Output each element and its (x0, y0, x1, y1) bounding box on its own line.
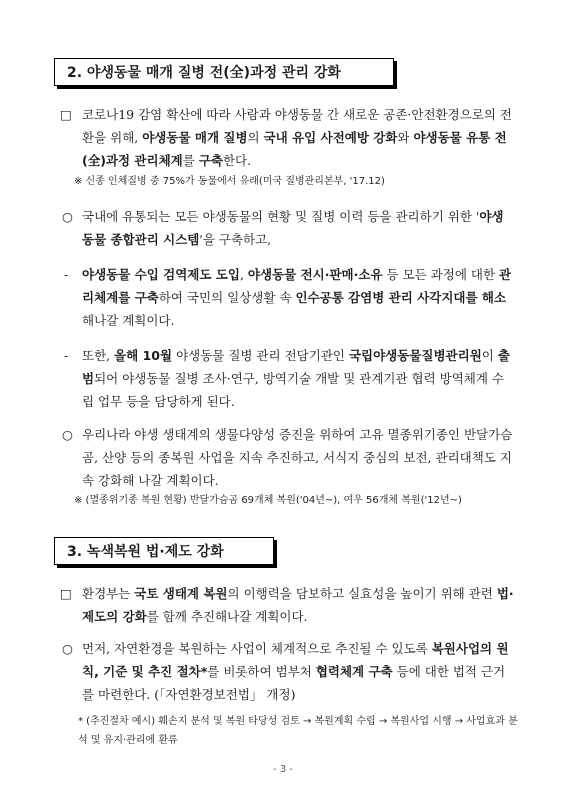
s2-item-1-text (60, 103, 515, 172)
text-run: 야생동물 질병 관리 전담기관인 (172, 348, 349, 363)
bold-phrase: 구축 (198, 153, 223, 168)
s2-item-5 (62, 423, 515, 492)
text-run: '을 구축하고, (199, 232, 272, 247)
text-run: 해나갈 계획이다. (82, 313, 175, 328)
s2-item-4 (64, 344, 515, 413)
bold-phrase: 국내 유입 사전예방 강화 (263, 130, 398, 145)
bold-phrase: 야생동물 매개 질병 (142, 130, 248, 145)
bold-phrase: 야생동물 유통 전(全)과정 관리체계 (82, 130, 507, 168)
s2-note-2: ※ (멸종위기종 복원 현황) 반달가슴곰 69개체 복원('04년~), 여우 56개체 복원('12년~) (74, 495, 462, 506)
bold-phrase: 관리체계를 구축 (82, 267, 512, 305)
text-run: 환경부는 (82, 586, 135, 601)
text-run: 의 (247, 130, 264, 145)
s2-item-4-text (64, 344, 515, 413)
s3-note-1: * (추진절차 예시) 훼손지 분석 및 복원 타당성 검토 → 복원계획 수립 → 복원사업 시행 → 사업효과 분석 및 유지·관리에 환류 (78, 716, 518, 746)
text-run: 우리나라 야생 생태계의 생물다양성 증진을 위하여 고유 멸종위기종인 반달가슴곰, 산양 등의 종복원 사업을 지속 추진하고, 서식지 중심의 보전, 관리대책도 지속 강화해 나갈 계획이다. (82, 427, 513, 488)
bold-phrase: 출범 (82, 348, 510, 386)
text-run: 를 비롯하여 범부처 (207, 664, 316, 679)
bold-phrase: 올해 10월 (114, 348, 173, 363)
bold-phrase: 협력체계 구축 (315, 664, 393, 679)
square-bullet: □ (60, 107, 72, 122)
bold-phrase: 법·제도의 강화 (82, 586, 514, 624)
text-run: 의 이행력을 담보하고 실효성을 높이기 위해 관련 (227, 586, 497, 601)
text-run: 등에 대한 법적 근거를 마련한다. (「자연환경보전법」 개정) (82, 664, 506, 702)
s2-item-1 (60, 103, 515, 172)
section-2-heading: 2. 야생동물 매개 질병 전(全)과정 관리 강화 (54, 58, 394, 86)
bold-phrase: 복원사업의 원칙, 기준 및 추진 절차* (82, 641, 509, 679)
bold-phrase: 야생동물 전시·판매·소유 (247, 267, 383, 282)
s3-item-1-text (60, 582, 515, 628)
circle-bullet: ○ (62, 209, 73, 224)
bold-phrase: 야생동물 수입 검역제도 도입 (82, 267, 240, 282)
bold-phrase: 야생동물 종합관리 시스템 (82, 209, 504, 247)
dash-bullet: - (64, 348, 69, 363)
s2-item-5-text (62, 423, 515, 492)
text-run: 등 모든 과정에 대한 (382, 267, 499, 282)
text-run: 를 함께 추진해나갈 계획이다. (146, 609, 308, 624)
s2-item-2-text (62, 205, 515, 251)
text-run: , (239, 267, 248, 282)
s2-note-1: ※ 신종 인체질병 중 75%가 동물에서 유래(미국 질병관리본부, '17.12) (74, 176, 385, 187)
text-run: 하여 국민의 일상생활 속 (158, 290, 296, 305)
text-run: 와 (397, 130, 414, 145)
bold-phrase: 국립야생동물질병관리원 (348, 348, 482, 363)
text-run: 되어 야생동물 질병 조사·연구, 방역기술 개발 및 관계기관 협력 방역체계 수립 업무 등을 담당하게 된다. (82, 371, 505, 409)
dash-bullet: - (64, 267, 69, 282)
text-run: 를 (182, 153, 199, 168)
text-run: 먼저, 자연환경을 복원하는 사업이 체계적으로 추진될 수 있도록 (82, 641, 432, 656)
bold-phrase: 국토 생태계 복원 (134, 586, 228, 601)
square-bullet: □ (60, 586, 72, 601)
s2-item-3 (64, 263, 515, 332)
bold-phrase: 인수공통 감염병 관리 사각지대를 해소 (295, 290, 507, 305)
text-run: 한다. (222, 153, 252, 168)
section-3-heading: 3. 녹색복원 법·제도 강화 (54, 537, 274, 565)
s3-item-2 (62, 637, 515, 706)
circle-bullet: ○ (62, 427, 73, 442)
s3-item-1 (60, 582, 515, 628)
text-run: 국내에 유통되는 모든 야생동물의 현황 및 질병 이력 등을 관리하기 위한 ' (82, 209, 480, 224)
s2-item-3-text (64, 263, 515, 332)
s3-item-2-text (62, 637, 515, 706)
page-number: - 3 - (273, 764, 293, 775)
text-run: 코로나19 감염 확산에 따라 사람과 야생동물 간 새로운 공존·안전환경으로의 전환을 위해, (82, 107, 512, 145)
circle-bullet: ○ (62, 641, 73, 656)
text-run: 이 (481, 348, 498, 363)
s2-item-2 (62, 205, 515, 251)
text-run: 또한, (82, 348, 115, 363)
